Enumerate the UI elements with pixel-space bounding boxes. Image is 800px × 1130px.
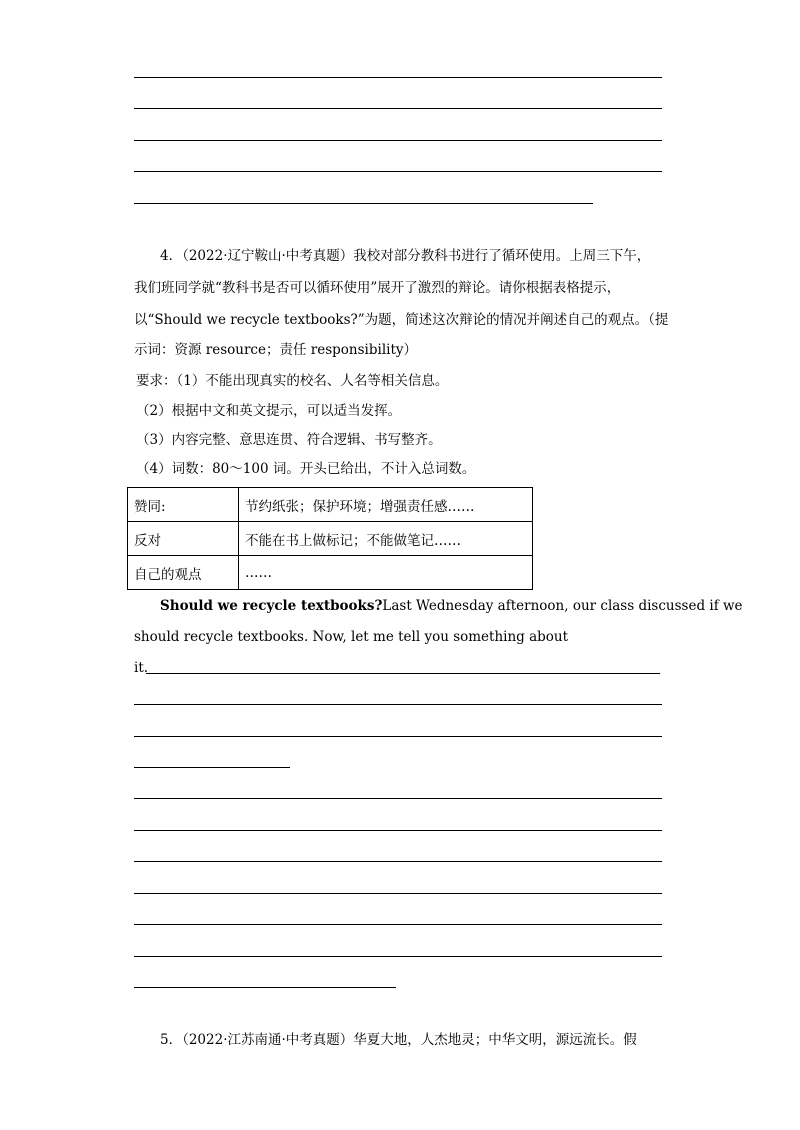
answer-line <box>134 861 662 862</box>
table-row <box>128 488 533 522</box>
essay-title: Should we recycle textbooks? <box>160 598 383 614</box>
question-4-line-4: 示词：资源 resource；责任 responsibility） <box>134 342 418 358</box>
answer-line <box>134 108 662 109</box>
table-cell-value: …… <box>239 556 533 590</box>
answer-line <box>134 171 662 172</box>
table-row <box>128 556 533 590</box>
answer-line <box>134 736 662 737</box>
table-cell-key: 自己的观点 <box>128 556 239 590</box>
answer-line <box>134 924 662 925</box>
answer-line <box>134 956 662 957</box>
answer-line <box>134 987 396 988</box>
question-5-line-1: 5．（2022·江苏南通·中考真题）华夏大地，人杰地灵；中华文明，源远流长。假 <box>160 1032 637 1048</box>
table-cell-value: 节约纸张；保护环境；增强责任感…… <box>239 488 533 522</box>
question-4-line-2: 我们班同学就“教科书是否可以循环使用”展开了激烈的辩论。请你根据表格提示， <box>134 280 621 296</box>
answer-line <box>134 798 662 799</box>
question-4-line-3: 以“Should we recycle textbooks?”为题，简述这次辩论的情况并阐述自己的观点。（提 <box>134 312 669 328</box>
answer-line <box>134 203 593 204</box>
table-cell-value: 不能在书上做标记；不能做笔记…… <box>239 522 533 556</box>
requirement-2: （2）根据中文和英文提示，可以适当发挥。 <box>136 403 402 419</box>
requirement-3: （3）内容完整、意思连贯、符合逻辑、书写整齐。 <box>136 432 442 448</box>
table-cell-key: 赞同: <box>128 488 239 522</box>
answer-line <box>134 893 662 894</box>
requirement-1: 要求：（1）不能出现真实的校名、人名等相关信息。 <box>136 373 449 389</box>
answer-line <box>134 704 662 705</box>
opening-text: Last Wednesday afternoon, our class discussed if we <box>382 598 743 614</box>
table-cell-key: 反对 <box>128 522 239 556</box>
answer-line <box>134 77 662 78</box>
hint-table <box>127 487 533 590</box>
opening-line-3: it. <box>134 660 149 676</box>
opening-line-1 <box>160 596 743 616</box>
table-row <box>128 522 533 556</box>
answer-line <box>134 830 662 831</box>
answer-line <box>146 673 660 674</box>
opening-line-2: should recycle textbooks. Now, let me tell you something about <box>134 629 569 645</box>
answer-line <box>134 767 290 768</box>
answer-line <box>134 140 662 141</box>
requirement-4: （4）词数：80～100 词。开头已给出，不计入总词数。 <box>136 461 476 477</box>
question-4-line-1: 4．（2022·辽宁鞍山·中考真题）我校对部分教科书进行了循环使用。上周三下午， <box>160 248 651 264</box>
